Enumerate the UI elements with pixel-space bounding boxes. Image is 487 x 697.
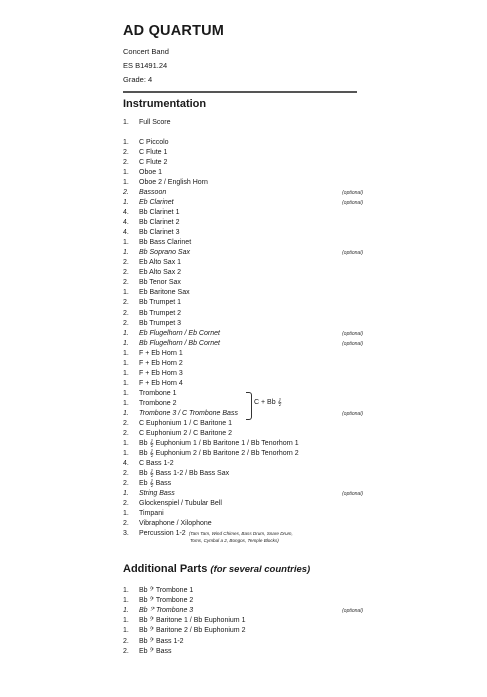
part-name-text: Trombone 3 / C Trombone Bass [139, 409, 238, 417]
part-row [123, 509, 363, 519]
part-name [139, 389, 176, 399]
part-name-text: F + Eb Horn 1 [139, 349, 183, 357]
part-count: 1. [123, 349, 129, 357]
part-name [139, 429, 232, 439]
part-row [123, 268, 363, 278]
part-count: 2. [123, 520, 129, 528]
part-count: 1. [123, 369, 129, 377]
part-name-text: F + Eb Horn 3 [139, 369, 183, 377]
part-row [123, 499, 363, 509]
part-name [139, 449, 299, 459]
part-name-text: Bb 𝄢 Trombone 2 [139, 597, 194, 605]
part-row [123, 188, 363, 198]
part-row [123, 359, 363, 369]
part-row [123, 647, 363, 657]
part-count: 2. [123, 480, 129, 488]
part-count: 1. [123, 379, 129, 387]
part-name-text: C Flute 1 [139, 149, 168, 157]
part-row [123, 369, 363, 379]
part-name [139, 268, 181, 278]
part-row [123, 158, 363, 168]
additional-parts-title: Additional Parts [123, 563, 208, 575]
part-name [139, 586, 193, 596]
part-count: 4. [123, 209, 129, 217]
part-count: 2. [123, 419, 129, 427]
catalog-code: ES B1491.24 [123, 61, 168, 70]
part-name-text: C Piccolo [139, 139, 169, 146]
part-row [123, 319, 363, 329]
part-name-text: Eb 𝄢 Bass [139, 647, 172, 655]
part-name [139, 349, 183, 359]
part-count: 1. [123, 359, 129, 367]
part-name-text: Bb Clarinet 1 [139, 209, 180, 217]
part-name-text: Vibraphone / Xilophone [139, 520, 212, 528]
part-count: 1. [123, 597, 129, 605]
part-row [123, 228, 363, 238]
part-name [139, 148, 167, 158]
part-row [123, 218, 363, 228]
part-name-text: Bb Trumpet 3 [139, 319, 182, 327]
part-name [139, 329, 220, 339]
optional-note: (optional) [342, 491, 363, 498]
part-row [123, 148, 363, 158]
part-row [123, 168, 363, 178]
part-row [123, 379, 363, 389]
part-row [123, 278, 363, 288]
part-count: 2. [123, 269, 129, 277]
part-name [139, 178, 208, 188]
part-name [139, 258, 181, 268]
part-name [139, 509, 164, 519]
part-row [123, 519, 363, 529]
part-row [123, 489, 363, 499]
part-row [123, 449, 363, 459]
part-row [123, 248, 363, 258]
part-name-text: Eb Alto Sax 2 [139, 269, 182, 277]
part-detail-continued: Toms, Cymbal a 2, Bongos, Temple Blocks) [190, 538, 279, 544]
part-name [139, 626, 245, 636]
trombone-brace-label: C + Bb 𝄞 [254, 399, 282, 406]
part-count: 4. [123, 219, 129, 227]
part-name-text: Bb 𝄢 Trombone 1 [139, 587, 194, 594]
part-count: 2. [123, 159, 129, 167]
part-count: 1. [123, 510, 129, 518]
part-name [139, 288, 190, 298]
part-row [123, 208, 363, 218]
part-name-text: Trombone 2 [139, 399, 177, 407]
part-name-text: Bb 𝄞 Bass 1-2 / Bb Bass Sax [139, 469, 230, 477]
part-name [139, 637, 184, 647]
part-name-text: Bb 𝄢 Trombone 3 [139, 607, 194, 615]
part-row [123, 469, 363, 479]
part-count: 1. [123, 239, 129, 247]
part-row [123, 309, 363, 319]
part-count: 2. [123, 279, 129, 287]
part-name-text: Bb Clarinet 2 [139, 219, 180, 227]
part-name-text: Trombone 1 [139, 389, 177, 397]
optional-note: (optional) [342, 340, 363, 347]
trombone-brace [246, 392, 252, 420]
additional-parts-heading [123, 563, 310, 575]
part-row [123, 349, 363, 359]
part-name-text: Timpani [139, 510, 164, 518]
part-count: 1. [123, 587, 129, 594]
part-count: 1. [123, 389, 129, 397]
part-row [123, 429, 363, 439]
part-row [123, 178, 363, 188]
part-count: 1. [123, 449, 129, 457]
part-name-text: Oboe 2 / English Horn [139, 179, 208, 187]
part-name [139, 168, 162, 178]
part-name [139, 359, 183, 369]
part-detail: (Tam Tam, Wind Chimes, Bass Drum, Snare Drum, [188, 531, 293, 537]
part-name [139, 379, 183, 389]
part-name [139, 616, 245, 626]
part-row [123, 606, 363, 616]
part-count: 2. [123, 647, 129, 655]
optional-note: (optional) [342, 608, 363, 615]
part-name [139, 369, 183, 379]
part-row [123, 138, 363, 148]
optional-note: (optional) [342, 190, 363, 197]
part-name [139, 479, 171, 489]
part-name [139, 469, 229, 479]
part-name-text: Bb Soprano Sax [139, 249, 190, 257]
part-name [139, 238, 191, 248]
part-name [139, 138, 169, 148]
ensemble-type: Concert Band [123, 47, 169, 56]
divider-rule [123, 91, 357, 93]
part-name [139, 218, 179, 228]
part-name-text: Eb Flugelhorn / Eb Cornet [139, 329, 220, 337]
part-name [139, 489, 175, 499]
part-row [123, 298, 363, 308]
part-count: 2. [123, 429, 129, 437]
part-name-text: C Euphonium 1 / C Baritone 1 [139, 419, 232, 427]
part-name-text: C Euphonium 2 / C Baritone 2 [139, 429, 232, 437]
part-name [139, 319, 181, 329]
full-score-row [123, 118, 363, 128]
part-count: 1. [123, 119, 129, 126]
part-name [139, 248, 190, 258]
part-count: 2. [123, 299, 129, 307]
part-row [123, 586, 363, 596]
part-count: 2. [123, 149, 129, 157]
part-row [123, 626, 363, 636]
part-count: 2. [123, 469, 129, 477]
part-count: 4. [123, 459, 129, 467]
optional-note: (optional) [342, 250, 363, 257]
part-row [123, 399, 363, 409]
optional-note: (optional) [342, 410, 363, 417]
part-name-text: Eb Clarinet [139, 199, 174, 207]
part-count: 2. [123, 309, 129, 317]
part-count: 1. [123, 329, 129, 337]
part-count: 1. [123, 627, 129, 635]
part-name [139, 339, 220, 349]
part-count: 1. [123, 439, 129, 447]
part-count: 1. [123, 339, 129, 347]
instrumentation-heading: Instrumentation [123, 98, 207, 110]
part-row [123, 389, 363, 399]
part-row [123, 459, 363, 469]
part-name [139, 309, 181, 319]
part-count: 1. [123, 179, 129, 187]
part-name: Full Score [139, 119, 171, 126]
part-count: 3. [123, 530, 129, 538]
grade-level: Grade: 4 [123, 75, 153, 84]
part-row [123, 258, 363, 268]
part-name [139, 606, 193, 616]
optional-note: (optional) [342, 330, 363, 337]
part-row [123, 596, 363, 606]
part-name [139, 499, 222, 509]
part-name-text: Bassoon [139, 189, 167, 197]
part-name-text: Bb Trumpet 2 [139, 309, 182, 317]
part-row [123, 329, 363, 339]
part-count: 2. [123, 637, 129, 645]
part-count: 4. [123, 229, 129, 237]
part-name [139, 208, 179, 218]
part-row [123, 288, 363, 298]
part-row [123, 479, 363, 489]
part-name-text: Bb 𝄞 Euphonium 1 / Bb Baritone 1 / Bb Tenorhorn 1 [139, 439, 299, 447]
additional-parts-subtitle: (for several countries) [210, 564, 311, 575]
part-name [139, 278, 181, 288]
part-name-text: Eb Baritone Sax [139, 289, 190, 297]
part-name-text: Eb Alto Sax 1 [139, 259, 182, 267]
part-name-text: Bb 𝄢 Baritone 2 / Bb Euphonium 2 [139, 627, 246, 635]
part-name [139, 399, 176, 409]
part-name-text: Bb 𝄞 Euphonium 2 / Bb Baritone 2 / Bb Tenorhorn 2 [139, 449, 299, 457]
part-name [139, 158, 167, 168]
part-name [139, 647, 172, 657]
part-count: 1. [123, 617, 129, 625]
part-count: 1. [123, 490, 129, 498]
part-name-text: Eb 𝄞 Bass [139, 480, 172, 488]
part-count: 1. [123, 289, 129, 297]
part-name [139, 198, 174, 208]
part-count: 2. [123, 259, 129, 267]
part-name-text: Percussion 1-2 [139, 530, 186, 538]
part-name-text: C Bass 1-2 [139, 459, 174, 467]
part-row [123, 238, 363, 248]
part-name-text: Bb Flugelhorn / Bb Cornet [139, 339, 220, 347]
part-name [139, 188, 166, 198]
part-name-text: String Bass [139, 490, 175, 498]
part-row [123, 637, 363, 647]
part-count: 1. [123, 139, 129, 146]
piece-title: AD QUARTUM [123, 23, 225, 39]
part-count: 2. [123, 500, 129, 508]
part-name [139, 596, 193, 606]
part-count: 1. [123, 607, 129, 615]
part-row [123, 419, 363, 429]
part-count: 2. [123, 189, 129, 197]
part-count: 1. [123, 409, 129, 417]
part-count: 1. [123, 399, 129, 407]
part-count: 1. [123, 169, 129, 177]
part-name [139, 519, 212, 529]
part-row [123, 198, 363, 208]
part-count: 1. [123, 199, 129, 207]
part-name-text: Bb Bass Clarinet [139, 239, 192, 247]
part-count: 2. [123, 319, 129, 327]
part-name-text: Bb Clarinet 3 [139, 229, 180, 237]
part-name-text: Bb 𝄢 Bass 1-2 [139, 637, 184, 645]
part-name [139, 439, 299, 449]
part-name-text: F + Eb Horn 2 [139, 359, 183, 367]
part-name-text: Bb 𝄢 Baritone 1 / Bb Euphonium 1 [139, 617, 246, 625]
part-name-text: Bb Trumpet 1 [139, 299, 182, 307]
part-name-text: Oboe 1 [139, 169, 162, 177]
part-name [139, 419, 232, 429]
part-row [123, 339, 363, 349]
part-count: 1. [123, 249, 129, 257]
part-name [139, 459, 174, 469]
part-row [123, 409, 363, 419]
part-name [139, 409, 238, 419]
part-name-text: Glockenspiel / Tubular Bell [139, 500, 222, 508]
part-row [123, 616, 363, 626]
part-name-text: F + Eb Horn 4 [139, 379, 183, 387]
part-name [139, 228, 179, 238]
part-name [139, 298, 181, 308]
part-row [123, 439, 363, 449]
part-name-text: Bb Tenor Sax [139, 279, 181, 287]
optional-note: (optional) [342, 200, 363, 207]
part-name-text: C Flute 2 [139, 159, 168, 167]
